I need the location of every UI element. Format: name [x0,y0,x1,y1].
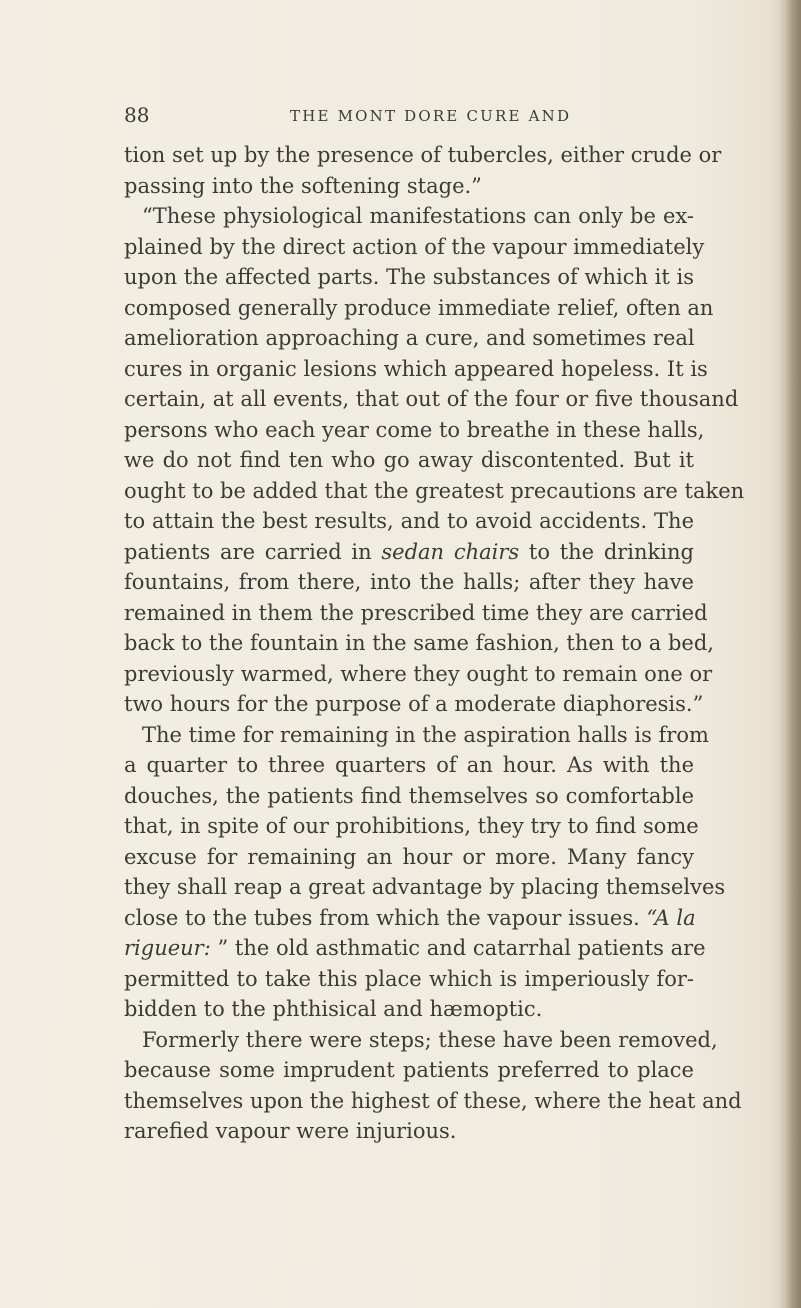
running-head: THE MONT DORE CURE AND [290,107,572,125]
text-line: to attain the best results, and to avoid accidents. The [124,509,694,533]
text-line [124,933,706,964]
text-line: tion set up by the presence of tubercles, either crude or [124,143,722,167]
text-line [124,537,694,568]
italic-phrase: rigueur: [124,936,211,960]
text-line: two hours for the purpose of a moderate diaphoresis.” [124,692,704,716]
text-line: “These physiological manifestations can only be ex- [142,204,694,228]
text-segment: to the drinking [528,539,694,564]
text-line: plained by the direct action of the vapour immediately [124,234,705,259]
text-line: The time for remaining in the aspiration halls is from [142,722,709,747]
text-line: amelioration approaching a cure, and sometimes real [124,326,695,350]
italic-phrase: sedan chairs [381,539,520,564]
text-line: back to the fountain in the same fashion, then to a bed, [124,631,714,655]
page-edge-shadow [779,0,801,1308]
text-segment: patients are carried in [124,539,372,564]
text-line: certain, at all events, that out of the four or five thousand [124,387,739,411]
text-line [124,903,694,934]
text-line: fountains, from there, into the halls; after they have [124,570,694,594]
text-line: remained in them the prescribed time they are carried [124,600,708,625]
text-line: themselves upon the highest of these, where the heat and [124,1088,742,1113]
page-number: 88 [124,103,150,127]
text-line: composed generally produce immediate relief, often an [124,295,714,320]
body-text [124,140,745,1147]
italic-phrase: “A la [646,905,696,930]
text-segment: close to the tubes from which the vapour issues. [124,905,640,930]
text-line: ought to be added that the greatest precautions are taken [124,478,745,503]
text-line: excuse for remaining an hour or more. Many fancy [124,844,694,869]
text-line: previously warmed, where they ought to remain one or [124,661,713,686]
text-line: upon the affected parts. The substances of which it is [124,265,694,289]
text-line: that, in spite of our prohibitions, they try to find some [124,814,699,838]
text-line: passing into the softening stage.” [124,173,482,198]
text-line: cures in organic lesions which appeared hopeless. It is [124,356,708,381]
text-segment: ” the old asthmatic and catarrhal patients are [217,936,706,960]
text-line: permitted to take this place which is imperiously for- [124,966,694,991]
text-line: rarefied vapour were injurious. [124,1119,457,1143]
page-header [124,103,684,133]
text-line: a quarter to three quarters of an hour. As with the [124,753,694,777]
text-line: bidden to the phthisical and hæmoptic. [124,997,543,1021]
text-line: persons who each year come to breathe in these halls, [124,417,705,442]
text-line: we do not find ten who go away discontented. But it [124,448,694,472]
text-line: douches, the patients find themselves so comfortable [124,783,694,808]
text-line: because some imprudent patients preferred to place [124,1058,694,1082]
text-line: they shall reap a great advantage by placing themselves [124,875,726,899]
text-line: Formerly there were steps; these have been removed, [142,1027,718,1052]
